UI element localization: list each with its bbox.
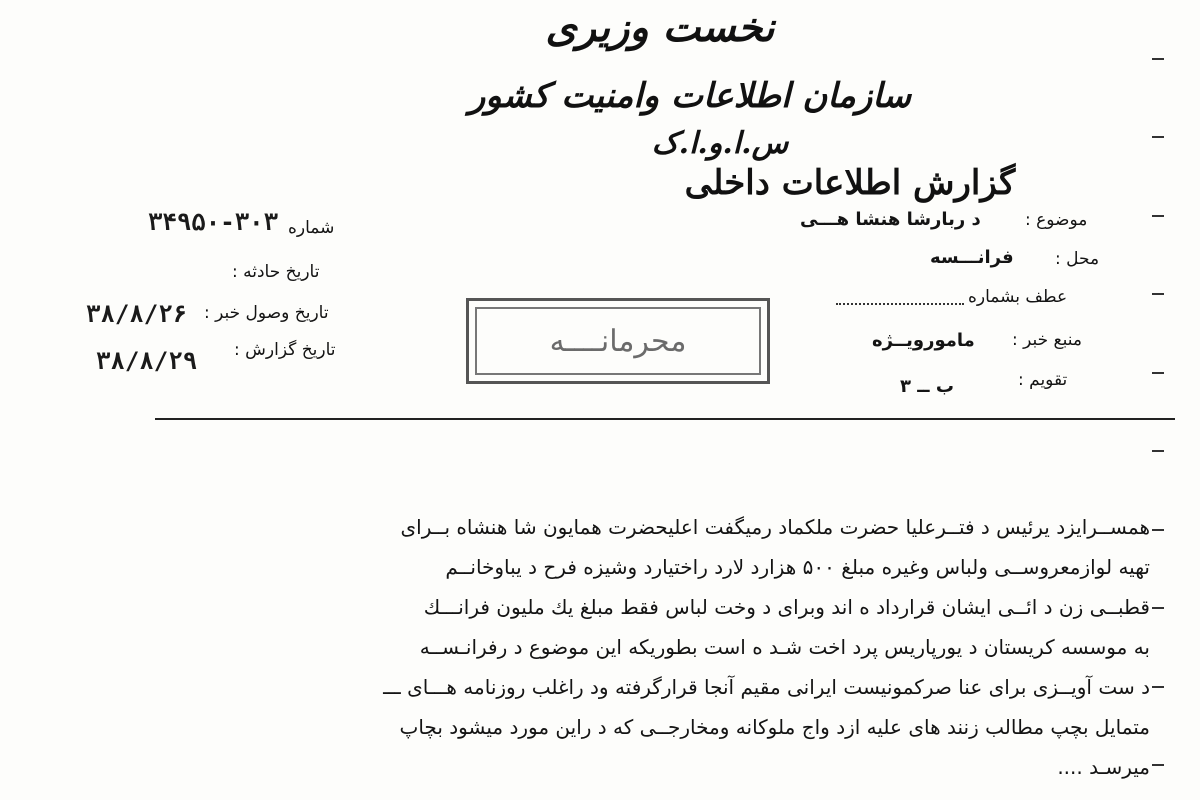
margin-tick: [1152, 215, 1164, 217]
number-value: ۳۴۹۵۰-۳۰۳: [148, 208, 279, 236]
body-line: به موسسه کریستان د یورپاریس پرد اخت شـد ه است بطوریکه این موضوع د رفرانـســه: [419, 635, 1150, 659]
header-report-type: گزارش اطلاعات داخلی: [684, 163, 1016, 203]
ref-label: عطف بشماره: [968, 287, 1068, 307]
event-date-label: تاریخ حادثه :: [232, 262, 320, 282]
header-organization: سازمان اطلاعات وامنیت کشور: [468, 76, 912, 116]
confidential-stamp: [466, 298, 770, 384]
received-date-value: ۳۸/۸/۲۶: [86, 300, 188, 328]
report-date-label: تاریخ گزارش :: [234, 340, 336, 360]
source-value: مامورویــژه: [872, 330, 975, 351]
ref-dotted-line: [836, 303, 964, 305]
margin-tick: [1152, 686, 1164, 688]
body-line: متمایل بچپ مطالب زنند های علیه ازد واج ملوکانه ومخارجــی که د راین مورد میشود بچاپ: [399, 715, 1150, 739]
body-line: همســرایزد یرئیس د فتــرعلیا حضرت ملکماد رمیگفت اعلیحضرت همایون شا هنشاه بــرای: [400, 515, 1150, 539]
subject-value: د ربارشا هنشا هـــی: [800, 209, 981, 230]
margin-tick: [1152, 607, 1164, 609]
source-label: منبع خبر :: [1012, 330, 1082, 350]
number-label: شماره: [288, 218, 335, 238]
margin-tick: [1152, 764, 1164, 766]
margin-tick: [1152, 58, 1164, 60]
place-value: فرانـــسه: [930, 247, 1014, 268]
report-date-value: ۳۸/۸/۲۹: [96, 347, 198, 375]
rating-value: ب ــ ۳: [900, 376, 954, 397]
margin-tick: [1152, 372, 1164, 374]
stamp-text: محرمانــــه: [549, 323, 687, 359]
rating-label: تقویم :: [1018, 370, 1068, 390]
body-line: قطبــی زن د ائــی ایشان قرارداد ه اند وبرای د وخت لباس فقط مبلغ یك ملیون فرانـــك: [423, 595, 1150, 619]
received-date-label: تاریخ وصول خبر :: [204, 303, 329, 323]
header-acronym: س.ا.و.ا.ک: [651, 126, 789, 161]
header-prime-ministry: نخست وزیری: [545, 4, 775, 51]
margin-tick: [1152, 529, 1164, 531]
body-line: میرسـد ....: [1057, 755, 1150, 779]
divider-line: [155, 418, 1175, 420]
place-label: محل :: [1055, 249, 1100, 269]
body-line: د ست آویــزی برای عنا صرکمونیست ایرانی مقیم آنجا قرارگرفته ود راغلب روزنامه هـــای ـــ: [383, 675, 1150, 699]
subject-label: موضوع :: [1025, 210, 1088, 230]
body-line: تهیه لوازمعروســی ولباس وغیره مبلغ ۵۰۰ هزارد لارد راختیارد وشیزه فرح د یباوخانــم: [445, 555, 1150, 579]
margin-tick: [1152, 136, 1164, 138]
margin-tick: [1152, 450, 1164, 452]
margin-tick: [1152, 293, 1164, 295]
